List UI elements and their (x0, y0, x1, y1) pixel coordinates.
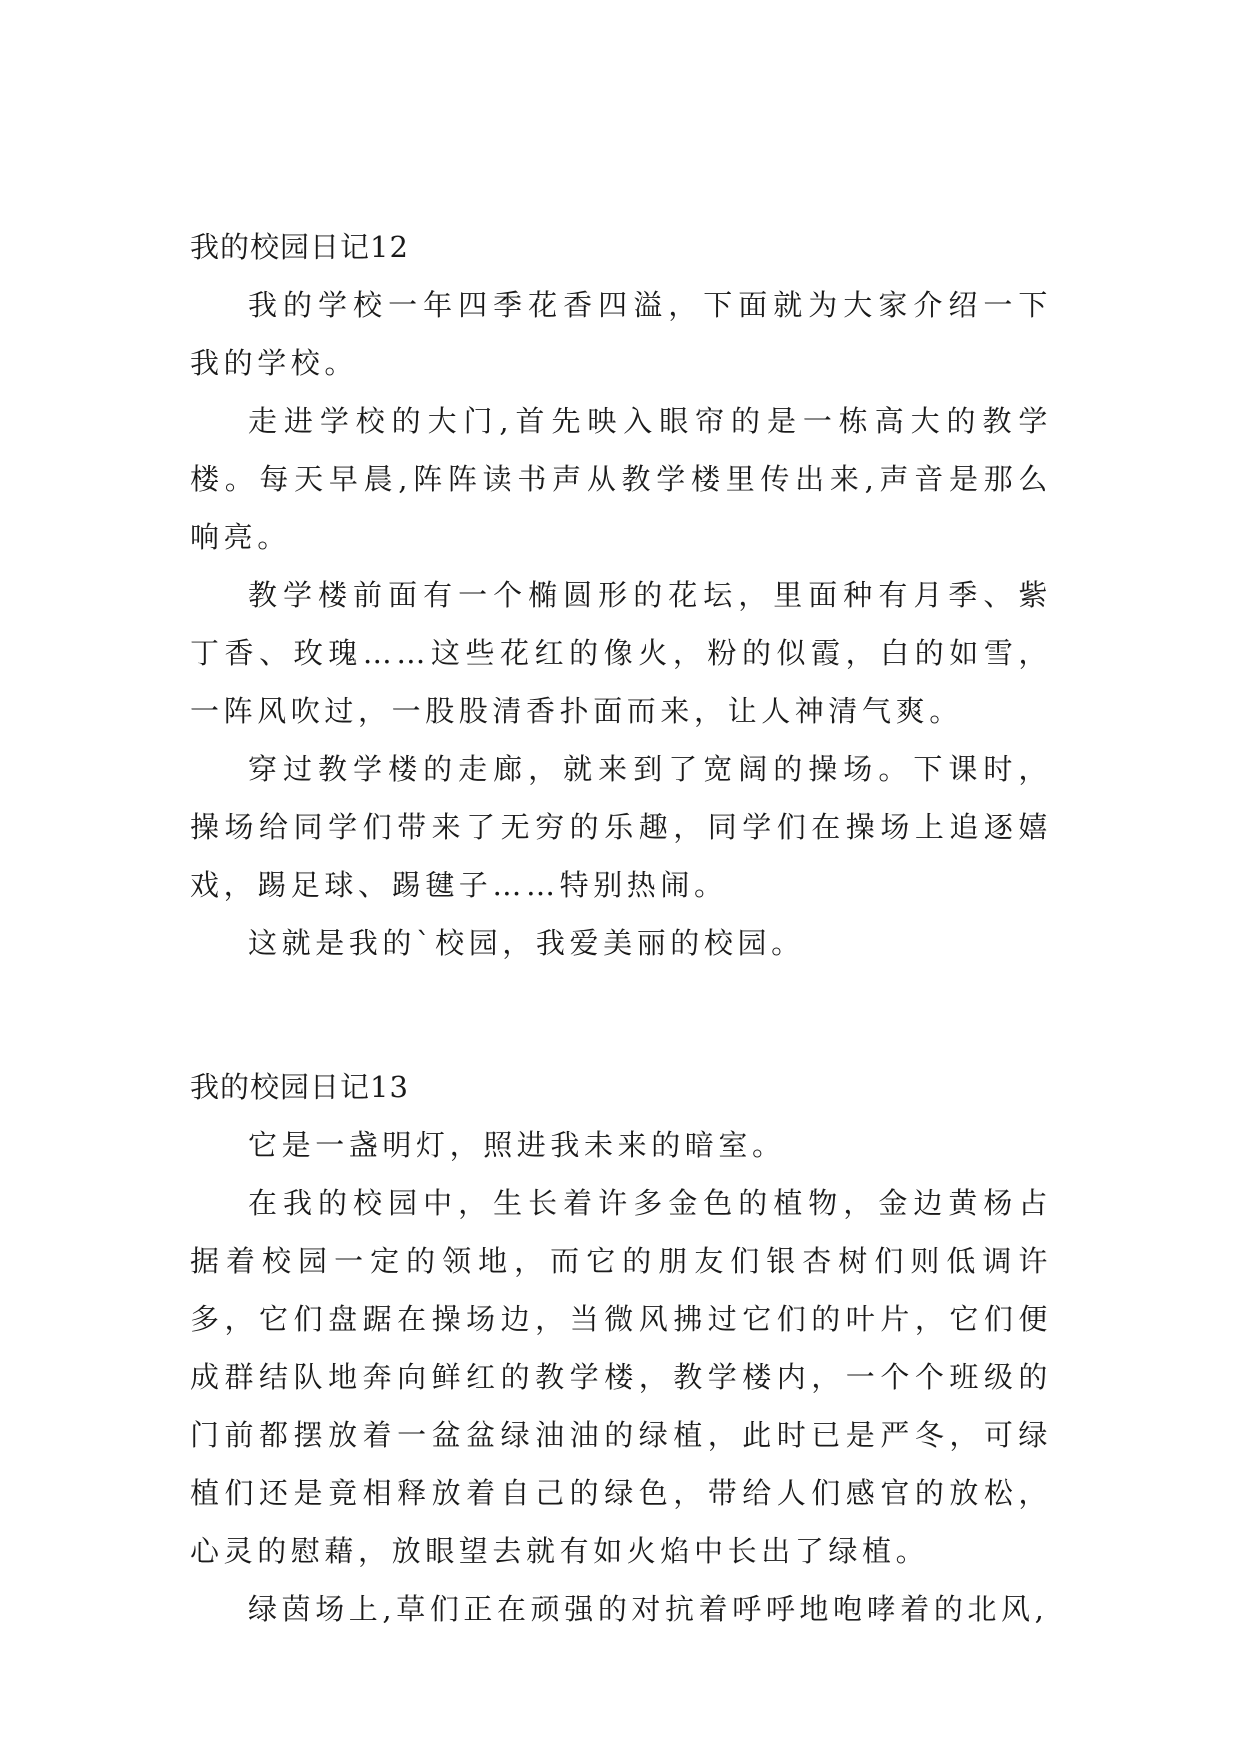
document-body (190, 218, 1052, 1638)
section-title-13: 我的校园日记13 (190, 1070, 409, 1104)
section-divider-space (190, 972, 1052, 1058)
paragraph: 绿茵场上,草们正在顽强的对抗着呼呼地咆哮着的北风, (248, 1592, 1049, 1626)
paragraph: 这就是我的`校园，我爱美丽的校园。 (248, 926, 805, 960)
paragraph: 走进学校的大门,首先映入眼帘的是一栋高大的教学楼。每天早晨,阵阵读书声从教学楼里传出来,声音是那么响亮。 (190, 404, 1052, 554)
paragraph: 穿过教学楼的走廊，就来到了宽阔的操场。下课时，操场给同学们带来了无穷的乐趣，同学们在操场上追逐嬉戏，踢足球、踢毽子……特别热闹。 (190, 752, 1052, 902)
paragraph: 我的学校一年四季花香四溢，下面就为大家介绍一下我的学校。 (190, 288, 1052, 380)
paragraph: 教学楼前面有一个椭圆形的花坛，里面种有月季、紫丁香、玫瑰……这些花红的像火，粉的似霞，白的如雪，一阵风吹过，一股股清香扑面而来，让人神清气爽。 (190, 578, 1052, 728)
paragraph: 它是一盏明灯，照进我未来的暗室。 (248, 1128, 786, 1162)
paragraph: 在我的校园中，生长着许多金色的植物，金边黄杨占据着校园一定的领地，而它的朋友们银杏树们则低调许多，它们盘踞在操场边，当微风拂过它们的叶片，它们便成群结队地奔向鲜红的教学楼，教学楼内，一个个班级的门前都摆放着一盆盆绿油油的绿植，此时已是严冬，可绿植们还是竟相释放着自己的绿色，带给人们感官的放松，心灵的慰藉，放眼望去就有如火焰中长出了绿植。 (190, 1186, 1052, 1568)
section-title-12: 我的校园日记12 (190, 230, 409, 264)
